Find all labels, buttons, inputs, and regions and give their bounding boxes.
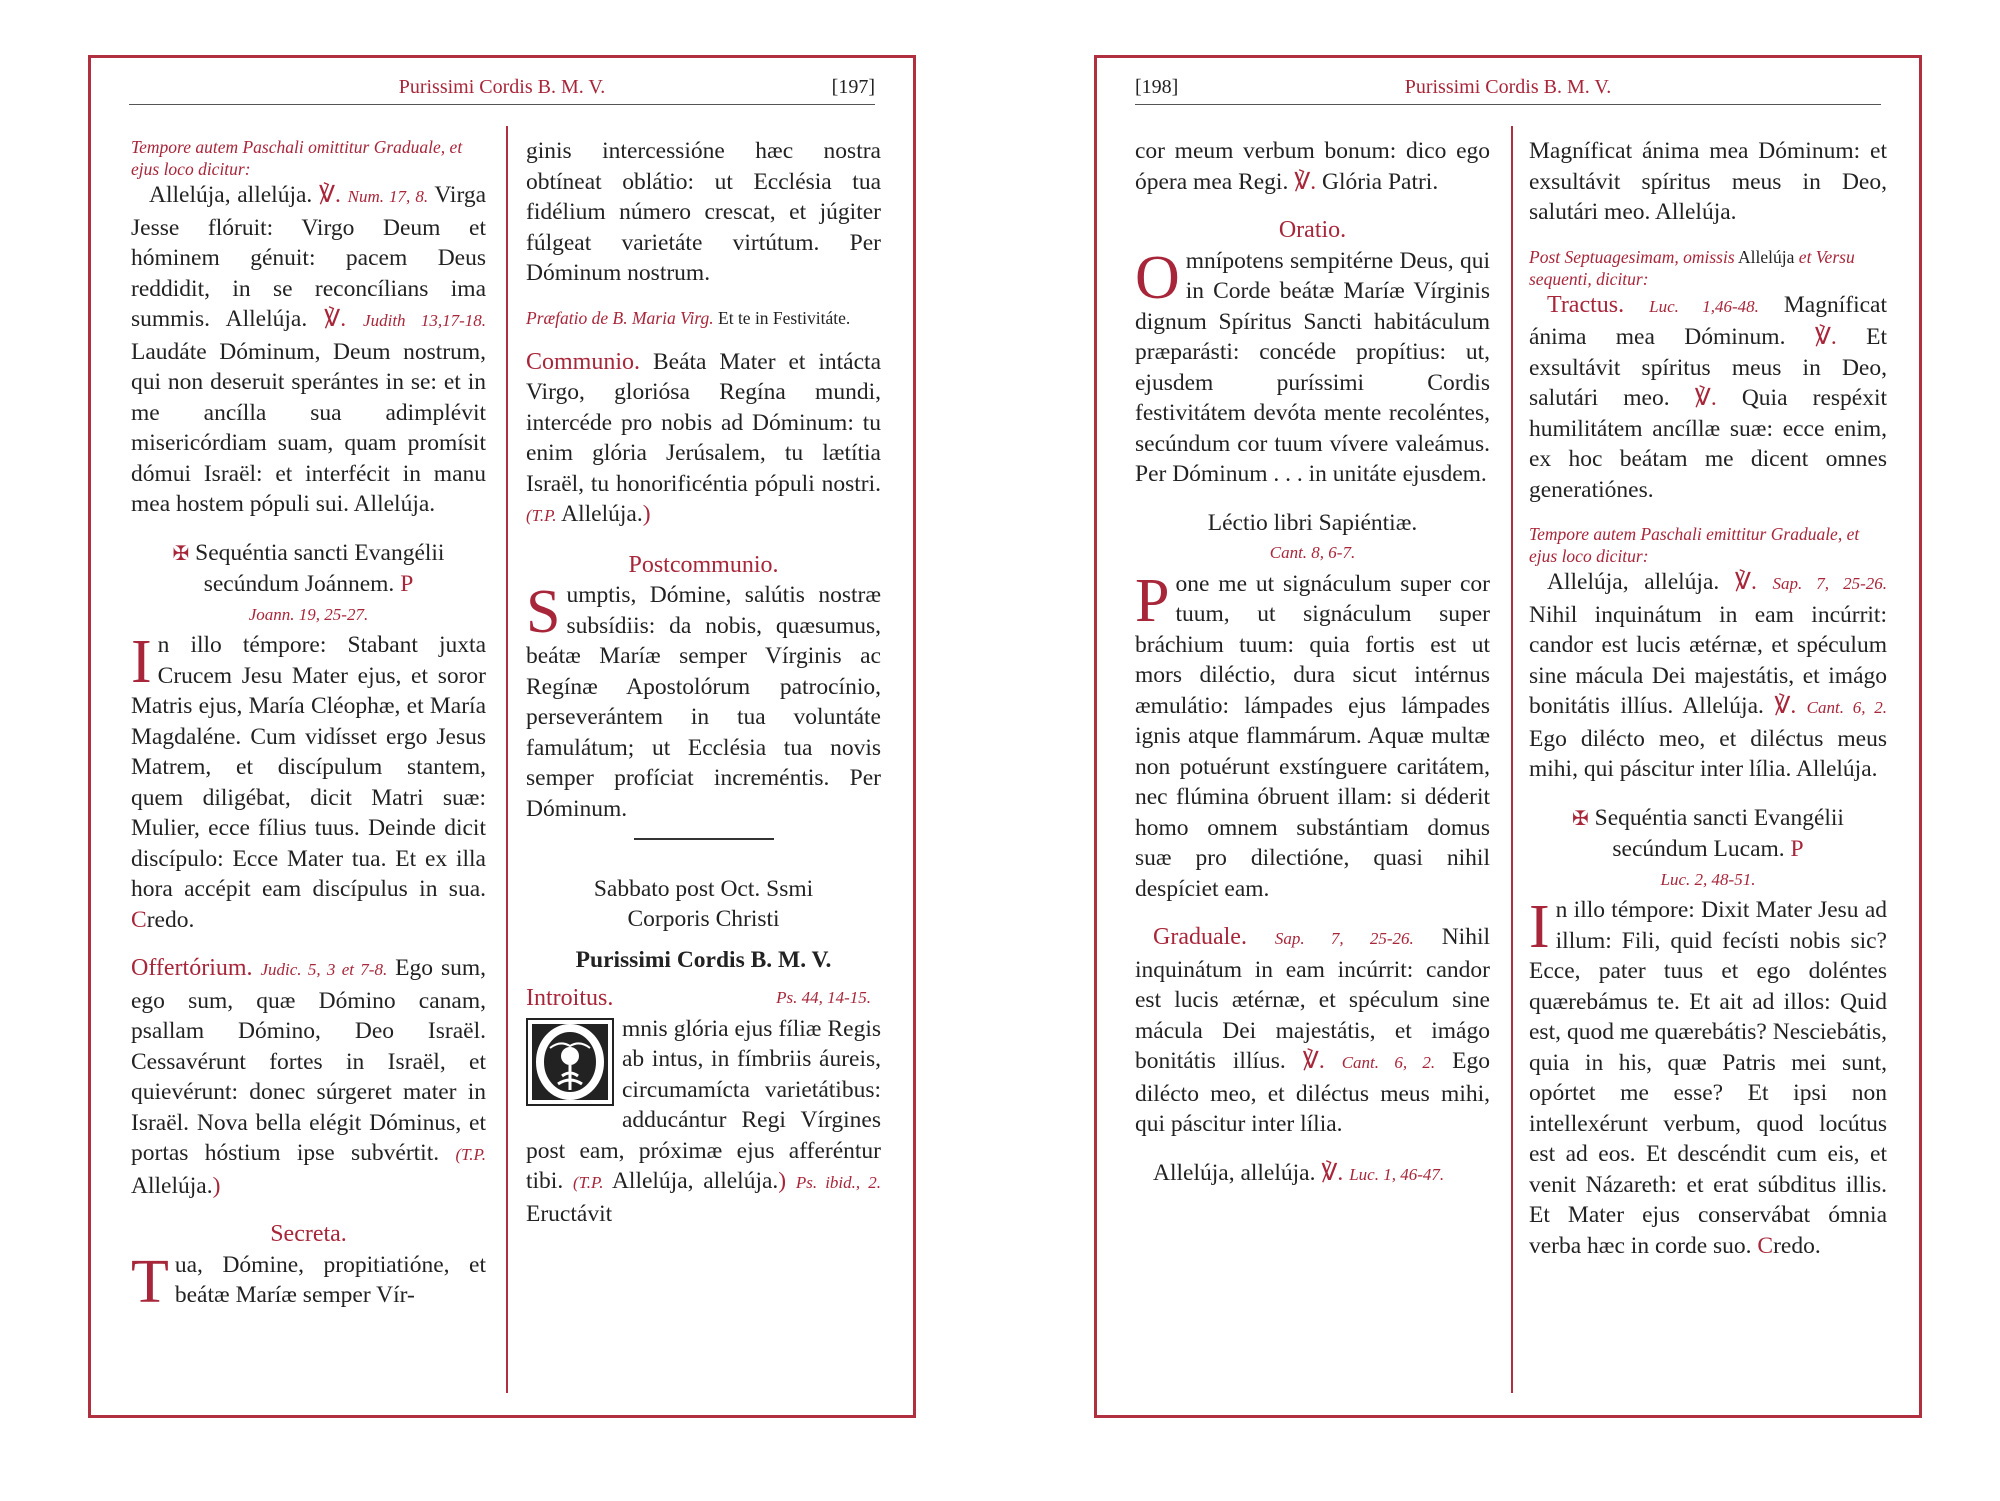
offertory-title: Offertórium. bbox=[131, 955, 253, 981]
gospel-text: In illo témpore: Dixit Mater Jesu ad illum: Fili, quid fecísti nobis sic? Ecce, pater tuus et ego doléntes quærebámus te. Et ait ad illos: Quid est, quod me quærebátis? Nesciebátis, quia in his, quæ Patris mei sunt, opórtet me esse? Et ipsi non intellexérunt verbum, quod locútus est ad eos. Et descéndit cum eis, et venit Názareth: et erat súbditus illis. Et Mater ejus conservábat ómnia verba hæc in corde suo. Credo. bbox=[1529, 893, 1887, 1259]
paschal-alleluia: Allelúja, allelúja. ℣. Sap. 7, 25-26. Nihil inquinátum in eam incúrrit: candor est lucis ætérnæ, et spéculum sine mácula Dei majestátis, et imágo bonitátis illíus. Allelúja. ℣. Cant. 6, 2. Ego dilécto meo, et diléctus meus mihi, qui páscitur inter lília. Allelúja. bbox=[1529, 569, 1888, 782]
versicle-symbol: ℣. bbox=[1302, 1048, 1325, 1074]
left-column-2 bbox=[526, 136, 881, 1229]
gospel-heading: ✠ Sequéntia sancti Evangélii secúndum Lucam. P bbox=[1572, 804, 1844, 862]
gradual-title: Graduale. bbox=[1153, 924, 1247, 950]
tract: Tractus. Luc. 1,46-48. Magníficat ánima mea Dóminum. ℣. Et exsultávit spíritus meus in Deo, salutári meo. ℣. Quia respéxit humilitátem ancíllæ suæ: ecce enim, ex hoc beátam me dicent omnes generatiónes. bbox=[1529, 291, 1888, 503]
header-title: Purissimi Cordis B. M. V. bbox=[1404, 76, 1612, 98]
drop-cap: S bbox=[526, 578, 561, 646]
postcommunion-text: Sumptis, Dómine, salútis nostræ subsídiis: da nobis, quæsumus, beátæ Maríæ semper Vírginis ac Regínæ Apostolórum patrocínio, perseverántem in tua voluntáte famulátum; ut Ecclésia tua novis semper profíciat increméntis. Per Dóminum. bbox=[526, 578, 881, 822]
rubric: Tempore autem Paschali emittitur Graduale, et ejus loco dicitur: bbox=[1529, 524, 1860, 566]
cross-icon: ✠ bbox=[172, 542, 190, 565]
magnificat-continuation: Magníficat ánima mea Dóminum: et exsultávit spíritus meus in Deo, salutári meo. Allelúja. bbox=[1529, 138, 1887, 225]
oration-title: Oratio. bbox=[1278, 217, 1347, 243]
tract-title: Tractus. bbox=[1547, 291, 1625, 318]
page-header bbox=[129, 72, 875, 105]
versicle-symbol: ℣. bbox=[1814, 324, 1837, 350]
versicle-symbol: ℣. bbox=[324, 306, 347, 332]
gospel-citation: Joann. 19, 25-27. bbox=[248, 604, 369, 624]
secret-title: Secreta. bbox=[270, 1221, 347, 1247]
gradual: Graduale. Sap. 7, 25-26. Nihil inquinátum in eam incúrrit: candor est lucis ætérnæ, et spéculum sine mácula Dei majestátis, et imágo bonitátis illíus. ℣. Cant. 6, 2. Ego diléсto meo, et diléctus meus mihi, qui páscitur inter lília. bbox=[1135, 924, 1491, 1137]
drop-cap: I bbox=[131, 628, 152, 696]
gospel-heading: ✠ Sequéntia sancti Evangélii secúndum Joánnem. P bbox=[172, 539, 445, 597]
page-number: [198] bbox=[1135, 76, 1179, 98]
feast-line: Sabbato post Oct. Ssmi bbox=[593, 875, 814, 902]
left-page bbox=[88, 55, 916, 1418]
communion: Communio. Beáta Mater et intácta Virgo, gloriósa Regína mundi, intercéde pro nobis ad Dóminum: tu enim glória Jerúsalem, tu lætítia Israël, tu honorificéntia pópuli nostri. (T.P. Allelúja.) bbox=[526, 348, 881, 527]
gospel-text: In illo témpore: Stabant juxta Crucem Jesu Mater ejus, et soror Matris ejus, María Cléophæ, et María Magdaléne. Cum vidísset ergo Jesus Matrem, et discípulum stantem, quem diligébat, dicit Matri suæ: Mulier, ecce fílius tuus. Deinde dicit discípulo: Ecce Mater tua. Et ex illa hora accépit eam discípulus in sua. Credo. bbox=[131, 628, 486, 933]
versicle-symbol: ℣. bbox=[1774, 693, 1797, 719]
lesson-citation: Cant. 8, 6-7. bbox=[1269, 543, 1356, 562]
lesson-title: Léctio libri Sapiéntiæ. bbox=[1207, 509, 1418, 536]
section-separator bbox=[634, 838, 774, 840]
versicle-symbol: ℣. bbox=[1734, 569, 1757, 595]
header-title: Purissimi Cordis B. M. V. bbox=[398, 76, 606, 98]
introit-text: mnis glória ejus fíliæ Regis ab intus, in fímbriis áureis, circumamícta varietátibus: adducántur Regi Vírgines post eam, próximæ ejus afferéntur tibi. (T.P. Allelúja, allelúja.) Ps. ibid., 2. Eructávit bbox=[526, 1015, 881, 1227]
versicle-symbol: ℣. bbox=[1694, 385, 1717, 411]
communion-title: Communio. bbox=[526, 348, 641, 375]
drop-cap: P bbox=[1135, 566, 1170, 635]
rubric: Post Septuagesimam, omissis Allelúja et Versu sequenti, dicitur: bbox=[1529, 246, 1855, 289]
rubric: Tempore autem Paschali omittitur Graduale, et ejus loco dicitur: bbox=[131, 137, 463, 179]
preface-note: Præfatio de B. Maria Virg. Et te in Festivitáte. bbox=[526, 307, 851, 328]
versicle-symbol: ℣. bbox=[318, 182, 341, 208]
cross-icon: ✠ bbox=[1572, 807, 1589, 830]
feast-line: Corporis Christi bbox=[627, 906, 780, 932]
column-divider bbox=[1511, 126, 1513, 1393]
secret-text: Tua, Dómine, propitiatióne, et beátæ Maríæ semper Vír- bbox=[131, 1247, 486, 1316]
alleluia-verse: Allelúja, allelúja. ℣. Num. 17, 8. Virga Jesse flóruit: Virgo Deum et hóminem génuit: pacem Deus reddidit, in se reconcílians ima summis. Allelúja. ℣. Judith 13,17-18. Laudáte Dóminum, Deum nostrum, qui non deseruit sperántes in se: et in me ancílla sua adimplévit misericórdiam suam, quam promísit dómui Israël: et interfécit in manu mea hostem pópuli sui. Allelúja. bbox=[131, 182, 487, 517]
secret-continuation: ginis intercessióne hæc nostra obtíneat oblátio: ut Ecclésia tua fidélium número crescat, et júgiter fúlgeat varietáte virtútum. Per Dóminum nostrum. bbox=[526, 138, 881, 286]
introit-heading: Introitus. Ps. 44, 14-15. bbox=[526, 985, 871, 1011]
drop-cap: T bbox=[131, 1247, 169, 1316]
left-column-1 bbox=[131, 136, 487, 1316]
ornamental-initial-o-icon bbox=[526, 1018, 614, 1106]
versicle-symbol: ℣. bbox=[1294, 168, 1317, 195]
right-column-2 bbox=[1529, 136, 1887, 1261]
postcommunion-title: Postcommunio. bbox=[628, 551, 779, 578]
alleluia-verse: Allelúja, allelúja. ℣. Luc. 1, 46-47. bbox=[1153, 1159, 1445, 1186]
drop-cap: I bbox=[1529, 893, 1550, 961]
lesson-text: Pone me ut signáculum super cor tuum, ut signáculum super bráchium tuum: quia fortis est ut mors diléctio, dura sicut intérnus æmulátio: lámpades ejus lámpades ignis atque flammárum. Aquæ multæ non potuérunt exstínguere caritátem, nec flúmina óbruent illam: si déderit homo omnem substántiam domus suæ pro dilectióne, quasi nihil despíciet eam. bbox=[1135, 566, 1490, 902]
column-divider bbox=[506, 126, 508, 1393]
drop-cap: O bbox=[1135, 243, 1180, 312]
introit-title: Introitus. bbox=[526, 985, 614, 1011]
introit-continuation: cor meum verbum bonum: dico ego ópera mea Regi. ℣. Glória Patri. bbox=[1135, 138, 1490, 195]
right-page bbox=[1094, 55, 1922, 1418]
right-column-1 bbox=[1135, 136, 1490, 1190]
feast-title: Purissimi Cordis B. M. V. bbox=[575, 946, 832, 973]
page-number: [197] bbox=[831, 76, 875, 98]
offertory: Offertórium. Judic. 5, 3 et 7-8. Ego sum, ego sum, quæ Dómino canam, psallam Dómino, Deo Israël. Cessavérunt fortes in Israël, et quievérunt: donec súrgeret mater in Israël. Nova bella elégit Dóminus, et portas hóstium ipse subvértit. (T.P. Allelúja.) bbox=[131, 955, 486, 1199]
gospel-citation: Luc. 2, 48-51. bbox=[1660, 869, 1756, 889]
versicle-symbol: ℣. bbox=[1321, 1159, 1344, 1186]
oration-text: Omnípotens sempitérne Deus, qui in Corde beátæ Maríæ Vírginis dignum Spíritus Sancti habitáculum præparásti: concéde propítius: ut, ejusdem puríssimi Cordis festivitátem devóta mente recoléntes, secúndum cor tuum vívere valeámus. Per Dóminum . . . in unitáte ejusdem. bbox=[1135, 243, 1490, 487]
page-header bbox=[1135, 72, 1881, 105]
